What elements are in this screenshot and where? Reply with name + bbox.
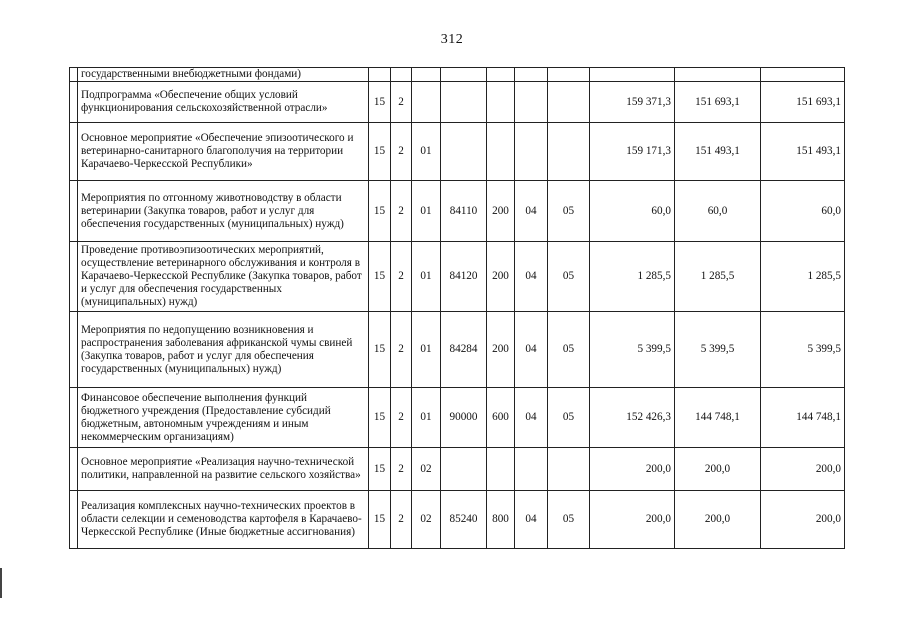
row-margin-cell — [70, 68, 78, 82]
amount-cell-v2: 151 693,1 — [675, 82, 761, 123]
table-row — [70, 312, 845, 388]
row-margin-cell — [70, 388, 78, 448]
code-cell-c6: 04 — [515, 491, 548, 549]
row-description: Подпрограмма «Обеспечение общих условий функционирования сельскохозяйственной отрасли» — [78, 82, 369, 123]
amount-cell-v2: 151 493,1 — [675, 123, 761, 181]
code-cell-c5: 200 — [487, 181, 515, 242]
amount-cell-v3 — [761, 68, 845, 82]
code-cell-c4 — [441, 68, 487, 82]
row-description: Финансовое обеспечение выполнения функций бюджетного учреждения (Предоставление субсидий бюджетным, автономным учреждениям и иным некоммерческим организациям) — [78, 388, 369, 448]
code-cell-c5: 800 — [487, 491, 515, 549]
row-margin-cell — [70, 123, 78, 181]
amount-cell-v3: 144 748,1 — [761, 388, 845, 448]
code-cell-c1: 15 — [369, 123, 391, 181]
code-cell-c1: 15 — [369, 312, 391, 388]
code-cell-c2: 2 — [391, 491, 412, 549]
code-cell-c1: 15 — [369, 181, 391, 242]
code-cell-c6 — [515, 68, 548, 82]
code-cell-c2: 2 — [391, 181, 412, 242]
code-cell-c7: 05 — [548, 181, 590, 242]
amount-cell-v3: 151 493,1 — [761, 123, 845, 181]
code-cell-c5: 200 — [487, 242, 515, 312]
amount-cell-v1: 60,0 — [590, 181, 675, 242]
table-row — [70, 388, 845, 448]
code-cell-c3: 01 — [412, 242, 441, 312]
amount-cell-v2: 60,0 — [675, 181, 761, 242]
amount-cell-v1: 1 285,5 — [590, 242, 675, 312]
code-cell-c7: 05 — [548, 242, 590, 312]
code-cell-c7 — [548, 68, 590, 82]
amount-cell-v3: 200,0 — [761, 448, 845, 491]
code-cell-c5 — [487, 68, 515, 82]
code-cell-c3: 01 — [412, 181, 441, 242]
code-cell-c2: 2 — [391, 312, 412, 388]
code-cell-c6 — [515, 82, 548, 123]
scan-edge-mark — [0, 568, 2, 598]
amount-cell-v2: 144 748,1 — [675, 388, 761, 448]
code-cell-c2 — [391, 68, 412, 82]
table-row — [70, 491, 845, 549]
code-cell-c6: 04 — [515, 242, 548, 312]
code-cell-c6 — [515, 123, 548, 181]
code-cell-c1: 15 — [369, 491, 391, 549]
row-description: Основное мероприятие «Обеспечение эпизоотического и ветеринарно-санитарного благополучия на территории Карачаево-Черкесской Республики» — [78, 123, 369, 181]
code-cell-c2: 2 — [391, 388, 412, 448]
code-cell-c3: 02 — [412, 491, 441, 549]
row-margin-cell — [70, 448, 78, 491]
code-cell-c5 — [487, 448, 515, 491]
row-margin-cell — [70, 242, 78, 312]
amount-cell-v2 — [675, 68, 761, 82]
amount-cell-v3: 1 285,5 — [761, 242, 845, 312]
code-cell-c7: 05 — [548, 312, 590, 388]
amount-cell-v1 — [590, 68, 675, 82]
row-description: государственными внебюджетными фондами) — [78, 68, 369, 82]
table-row — [70, 448, 845, 491]
amount-cell-v3: 5 399,5 — [761, 312, 845, 388]
amount-cell-v2: 1 285,5 — [675, 242, 761, 312]
code-cell-c5 — [487, 82, 515, 123]
table-row — [70, 123, 845, 181]
page-number: 312 — [440, 32, 464, 47]
budget-table — [69, 67, 845, 549]
row-description: Мероприятия по недопущению возникновения и распространения заболевания африканской чумы свиней (Закупка товаров, работ и услуг для обеспечения государственных (муниципальных) нужд) — [78, 312, 369, 388]
code-cell-c2: 2 — [391, 82, 412, 123]
code-cell-c4 — [441, 82, 487, 123]
row-description: Мероприятия по отгонному животноводству в области ветеринарии (Закупка товаров, работ и услуг для обеспечения государственных (муниципальных) нужд) — [78, 181, 369, 242]
code-cell-c1: 15 — [369, 448, 391, 491]
code-cell-c2: 2 — [391, 123, 412, 181]
amount-cell-v3: 151 693,1 — [761, 82, 845, 123]
code-cell-c7 — [548, 448, 590, 491]
amount-cell-v1: 159 371,3 — [590, 82, 675, 123]
amount-cell-v3: 60,0 — [761, 181, 845, 242]
code-cell-c4 — [441, 123, 487, 181]
code-cell-c4: 84110 — [441, 181, 487, 242]
code-cell-c4: 90000 — [441, 388, 487, 448]
code-cell-c3: 02 — [412, 448, 441, 491]
row-margin-cell — [70, 312, 78, 388]
code-cell-c7 — [548, 82, 590, 123]
code-cell-c6: 04 — [515, 312, 548, 388]
table-row — [70, 82, 845, 123]
row-description: Основное мероприятие «Реализация научно-технической политики, направленной на развитие сельского хозяйства» — [78, 448, 369, 491]
row-margin-cell — [70, 491, 78, 549]
code-cell-c1 — [369, 68, 391, 82]
row-margin-cell — [70, 82, 78, 123]
row-description: Проведение противоэпизоотических мероприятий, осуществление ветеринарного обслуживания и контроля в Карачаево-Черкесской Республике (Закупка товаров, работ и услуг для обеспечения государственных (муниципальных) нужд) — [78, 242, 369, 312]
table-row — [70, 242, 845, 312]
amount-cell-v2: 5 399,5 — [675, 312, 761, 388]
code-cell-c7 — [548, 123, 590, 181]
code-cell-c2: 2 — [391, 448, 412, 491]
code-cell-c7: 05 — [548, 388, 590, 448]
amount-cell-v1: 5 399,5 — [590, 312, 675, 388]
code-cell-c5 — [487, 123, 515, 181]
code-cell-c3: 01 — [412, 312, 441, 388]
amount-cell-v3: 200,0 — [761, 491, 845, 549]
amount-cell-v1: 200,0 — [590, 448, 675, 491]
code-cell-c5: 200 — [487, 312, 515, 388]
code-cell-c3: 01 — [412, 388, 441, 448]
code-cell-c3: 01 — [412, 123, 441, 181]
code-cell-c7: 05 — [548, 491, 590, 549]
code-cell-c5: 600 — [487, 388, 515, 448]
amount-cell-v1: 159 171,3 — [590, 123, 675, 181]
code-cell-c3 — [412, 68, 441, 82]
table-row — [70, 181, 845, 242]
code-cell-c1: 15 — [369, 82, 391, 123]
row-description: Реализация комплексных научно-технических проектов в области селекции и семеноводства картофеля в Карачаево-Черкесской Республике (Иные бюджетные ассигнования) — [78, 491, 369, 549]
code-cell-c4 — [441, 448, 487, 491]
row-margin-cell — [70, 181, 78, 242]
code-cell-c6: 04 — [515, 181, 548, 242]
code-cell-c4: 84284 — [441, 312, 487, 388]
amount-cell-v1: 200,0 — [590, 491, 675, 549]
code-cell-c2: 2 — [391, 242, 412, 312]
table-row — [70, 68, 845, 82]
code-cell-c3 — [412, 82, 441, 123]
code-cell-c6: 04 — [515, 388, 548, 448]
amount-cell-v2: 200,0 — [675, 491, 761, 549]
code-cell-c4: 85240 — [441, 491, 487, 549]
code-cell-c1: 15 — [369, 388, 391, 448]
code-cell-c6 — [515, 448, 548, 491]
code-cell-c1: 15 — [369, 242, 391, 312]
amount-cell-v1: 152 426,3 — [590, 388, 675, 448]
code-cell-c4: 84120 — [441, 242, 487, 312]
amount-cell-v2: 200,0 — [675, 448, 761, 491]
